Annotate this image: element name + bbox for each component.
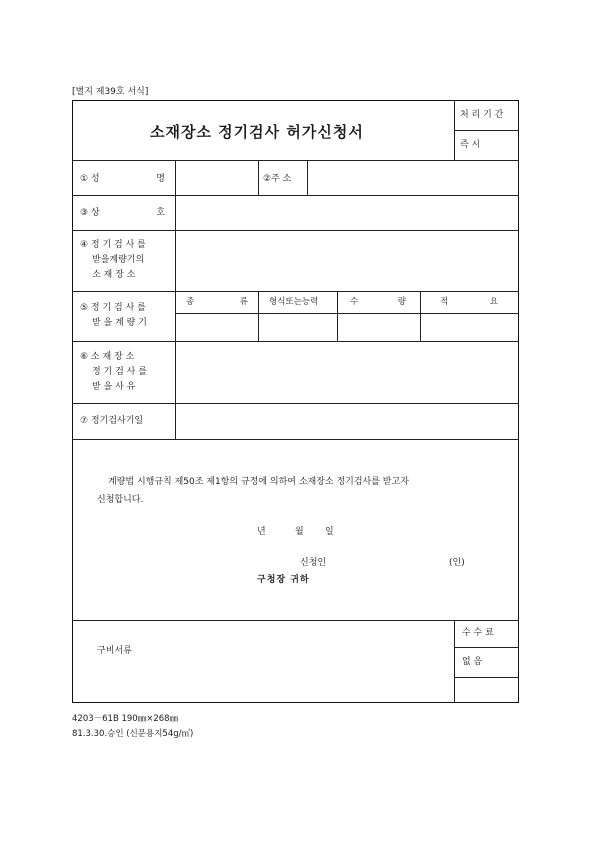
date-year-label: 년 bbox=[257, 527, 266, 537]
statement-line-2: 신청합니다. bbox=[97, 495, 144, 505]
fee-label: 수 수 료 bbox=[462, 628, 494, 638]
statement-line-1: 계량법 시행규칙 제50조 제1항의 규정에 의하여 소재장소 정기검사를 받고자 bbox=[108, 477, 409, 487]
required-documents-field[interactable] bbox=[74, 621, 453, 701]
name-field[interactable] bbox=[176, 161, 257, 194]
processing-period-value: 즉 시 bbox=[460, 140, 481, 150]
processing-period-label: 처 리 기 간 bbox=[460, 110, 504, 120]
seal-mark: (인) bbox=[449, 558, 465, 568]
divider bbox=[258, 160, 259, 195]
divider bbox=[454, 647, 519, 648]
reason-label: ⑥ 소 재 장 소 정 기 검 사 를 받 을 사 유 bbox=[80, 352, 147, 392]
location-label: ④ 정 기 검 사 를 받을계량기의 소 재 장 소 bbox=[80, 240, 146, 280]
address-label: ②주 소 bbox=[263, 174, 292, 184]
form-number-note: [별지 제39호 서식] bbox=[72, 87, 149, 97]
divider bbox=[454, 100, 455, 160]
instrument-model-cell[interactable] bbox=[259, 314, 336, 340]
required-documents-label: 구비서류 bbox=[97, 646, 132, 656]
recipient-label: 구청장 귀하 bbox=[257, 575, 310, 585]
reason-field[interactable] bbox=[176, 342, 518, 402]
instrument-header-model: 형식또는능력 bbox=[269, 297, 319, 307]
address-field[interactable] bbox=[308, 161, 518, 194]
instrument-label: ⑤ 정 기 검 사 를 받 을 계 량 기 bbox=[80, 303, 147, 328]
date-month-label: 월 bbox=[295, 527, 304, 537]
form-title: 소재장소 정기검사 허가신청서 bbox=[150, 123, 364, 141]
instrument-header-type: 종 류 bbox=[186, 297, 248, 307]
divider bbox=[454, 130, 519, 131]
instrument-header-quantity: 수 량 bbox=[350, 297, 406, 307]
fee-value: 없 음 bbox=[462, 657, 483, 667]
divider bbox=[72, 291, 519, 292]
footer-approval: 81.3.30.승인 (신문용지54g/㎡) bbox=[72, 729, 194, 739]
instrument-type-cell[interactable] bbox=[176, 314, 257, 340]
instrument-header-remarks: 적 요 bbox=[440, 297, 498, 307]
location-field[interactable] bbox=[176, 231, 518, 290]
divider bbox=[454, 620, 455, 703]
instrument-remarks-cell[interactable] bbox=[421, 314, 518, 340]
inspection-date-label: ⑦ 정기검사기일 bbox=[80, 416, 144, 426]
footer-form-code: 4203－61B 190㎜×268㎜ bbox=[72, 714, 179, 724]
applicant-label: 신청인 bbox=[300, 558, 327, 568]
date-day-label: 일 bbox=[325, 527, 334, 537]
name-label: ① 성 명 bbox=[80, 174, 165, 184]
inspection-date-field[interactable] bbox=[176, 404, 518, 438]
trade-name-field[interactable] bbox=[176, 196, 518, 229]
trade-name-label: ③ 상 호 bbox=[80, 208, 165, 218]
divider bbox=[72, 439, 519, 440]
divider bbox=[454, 677, 519, 678]
instrument-quantity-cell[interactable] bbox=[338, 314, 419, 340]
